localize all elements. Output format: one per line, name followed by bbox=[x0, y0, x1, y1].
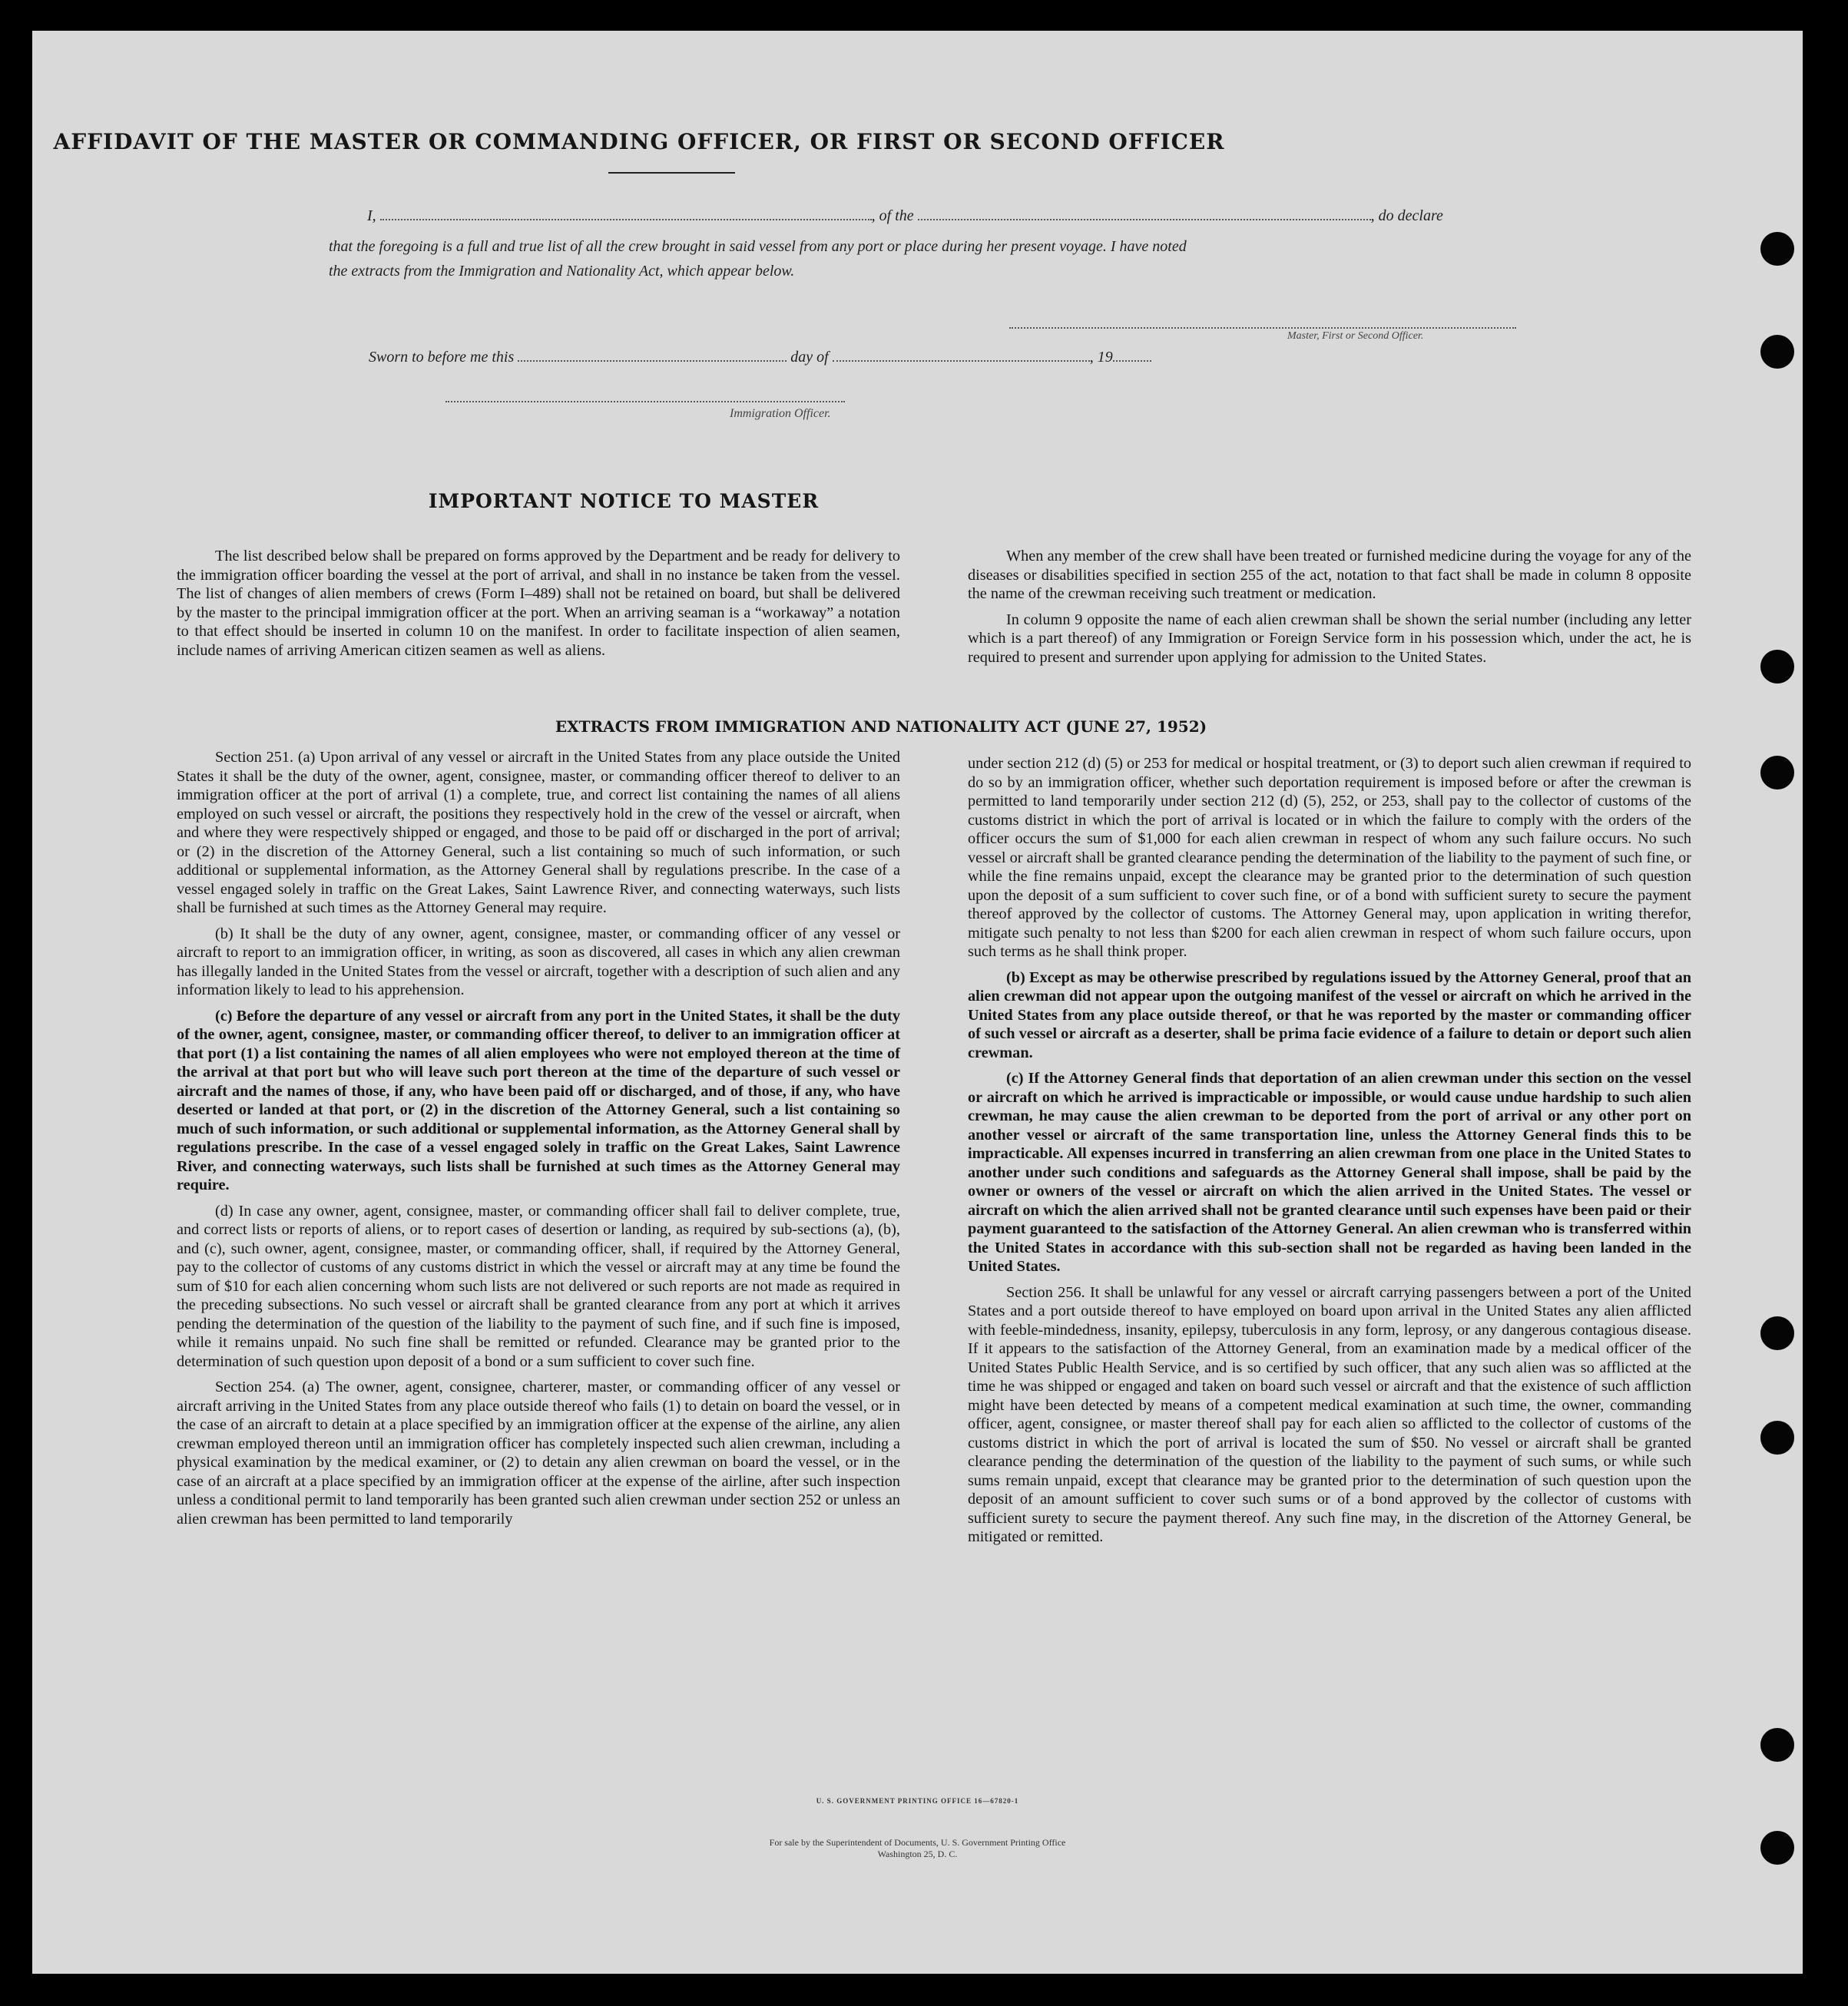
section-254b: (b) Except as may be otherwise prescribed by regulations issued by the Attorney General, proof that an alien crewman did not appear upon the outgoing manifest of the vessel or aircraft on which he arrived in the United States from any place outside thereof, or that he was reported by the master or commanding officer of such vessel or aircraft as a deserter, shall be prima facie evidence of a failure to detain or deport such alien crewman. bbox=[968, 968, 1691, 1061]
notice-paragraph: The list described below shall be prepared on forms approved by the Department and be ready for delivery to the immigration officer boarding the vessel at the port of arrival, and shall in no instance be taken from the vessel. The list of changes of alien members of crews (Form I–489) shall not be retained on board, but shall be delivered by the master to the principal immigration officer at the port. When an arriving seaman is a “workaway” a notation to that effect should be inserted in column 10 on the manifest. In order to facilitate inspection of alien seamen, include names of arriving American citizen seamen as well as aliens. bbox=[177, 548, 900, 659]
affidavit-declaration-line bbox=[367, 207, 1550, 225]
section-254c: (c) If the Attorney General finds that deportation of an alien crewman under this section on the vessel or aircraft on which he arrived is impracticable or impossible, or would cause undue hardship to such alien crewman, he may cause the alien crewman to be deported from the port of arrival or any other port on another vessel or aircraft of the same transportation line, unless the Attorney General finds this to be impracticable. All expenses incurred in transferring an alien crewman from one place in the United States to another under such conditions and safeguards as the Attorney General shall impose, shall be paid by the owner or owners of the vessel or aircraft on which the alien arrived in the United States. The vessel or aircraft on which the alien arrived shall not be granted clearance until such expenses have been paid or their payment guaranteed to the satisfaction of the Attorney General. An alien crewman who is transferred within the United States in accordance with this sub-section shall not be regarded as having been landed in the United States. bbox=[968, 1070, 1691, 1275]
master-signature-label: Master, First or Second Officer. bbox=[1287, 330, 1424, 342]
name-blank[interactable] bbox=[380, 208, 872, 220]
section-256: Section 256. It shall be unlawful for any vessel or aircraft carrying passengers between a port of the United States and a port outside thereof to have employed on board upon arrival in the United States any alien afflicted with feeble-mindedness, insanity, epilepsy, tuberculosis in any form, leprosy, or any dangerous contagious disease. If it appears to the satisfaction of the Attorney General, from an examination made by a medical officer of the United States Public Health Service, and is so certified by such officer, that any such alien was so afflicted at the time he was shipped or engaged and taken on board such vessel or aircraft and that the existence of such affliction might have been detected by means of a competent medical examination at such time, the owner, commanding officer, agent, consignee, or master thereof shall pay for each alien so afflicted to the collector of customs of the customs district in which the port of arrival is located the sum of $50. No vessel or aircraft shall be granted clearance pending the determination of the question of the liability to the payment of such sums, or while such sums remain unpaid, except that clearance may be granted prior to the determination of such question upon the deposit of an amount sufficient to cover such sums or of a bond approved by the collector of customs with sufficient surety to secure the payment thereof. Any such fine may, in the discretion of the Attorney General, be mitigated or remitted. bbox=[968, 1283, 1691, 1545]
year-label: , 19 bbox=[1089, 349, 1113, 366]
sworn-day-blank[interactable] bbox=[518, 349, 787, 362]
binder-hole bbox=[1760, 756, 1794, 789]
affidavit-line-2: that the foregoing is a full and true list of all the crew brought in said vessel from any port or place during her present voyage. I have noted bbox=[329, 238, 1187, 255]
binder-hole bbox=[1760, 650, 1794, 684]
officer-signature-label: Immigration Officer. bbox=[730, 407, 831, 420]
sworn-month-blank[interactable] bbox=[833, 349, 1090, 362]
notice-paragraph: When any member of the crew shall have been treated or furnished medicine during the voyage for any of the diseases or disabilities specified in section 255 of the act, notation to that fact shall be made in column 8 opposite the name of the crewman receiving such treatment or medication. bbox=[968, 548, 1691, 602]
sworn-label: Sworn to before me this bbox=[369, 349, 515, 366]
of-the-label: , of the bbox=[871, 207, 914, 224]
title-rule bbox=[608, 172, 735, 174]
officer-signature-line[interactable] bbox=[445, 401, 845, 402]
year-blank[interactable] bbox=[1113, 349, 1151, 362]
day-of-label: day of bbox=[790, 349, 829, 366]
document-page bbox=[32, 31, 1803, 1974]
sale-footer bbox=[32, 1837, 1803, 1860]
affidavit-title: AFFIDAVIT OF THE MASTER OR COMMANDING OFFICER, OR FIRST OR SECOND OFFICER bbox=[53, 129, 1225, 154]
affidavit-line-3: the extracts from the Immigration and Nationality Act, which appear below. bbox=[329, 263, 795, 280]
notice-right-column bbox=[968, 547, 1691, 674]
master-signature-line[interactable] bbox=[1009, 327, 1516, 329]
section-251d: (d) In case any owner, agent, consignee, master, or commanding officer shall fail to deliver complete, true, and correct lists or reports of aliens, or to report cases of desertion or landing, as required by sub-sections (a), (b), and (c), such owner, agent, consignee, master, or commanding officer, shall, if required by the Attorney General, pay to the collector of customs of any customs district in which the vessel or aircraft may at any time be found the sum of $10 for each alien concerning whom such lists are not delivered or such reports are not made as required in the preceding subsections. No such vessel or aircraft shall be granted clearance from any port at which it arrives pending the determination of the question of the liability to the payment of such fine, and if such fine is imposed, while it remains unpaid. No such fine shall be remitted or refunded. Clearance may be granted prior to the determination of such question upon deposit of a bond or a sum sufficient to cover such fine. bbox=[177, 1202, 900, 1370]
vessel-blank[interactable] bbox=[918, 208, 1371, 220]
binder-hole bbox=[1760, 1728, 1794, 1762]
notice-paragraph: In column 9 opposite the name of each alien crewman shall be shown the serial number (including any letter which is a part thereof) of any Immigration or Foreign Service form in his possession which, under the act, he is required to present and surrender upon applying for admission to the United States. bbox=[968, 611, 1691, 666]
notice-title: IMPORTANT NOTICE TO MASTER bbox=[428, 490, 820, 512]
footer-line-1: For sale by the Superintendent of Documents, U. S. Government Printing Office bbox=[769, 1837, 1066, 1848]
binder-hole bbox=[1760, 1421, 1794, 1455]
binder-hole bbox=[1760, 335, 1794, 369]
extracts-title: EXTRACTS FROM IMMIGRATION AND NATIONALITY ACT (JUNE 27, 1952) bbox=[555, 717, 1207, 736]
section-251b: (b) It shall be the duty of any owner, agent, consignee, master, or commanding officer of any vessel or aircraft to report to an immigration officer, in writing, as soon as discovered, all cases in which any alien crewman has illegally landed in the United States from the vessel or aircraft, together with a description of such alien and any information likely to lead to his apprehension. bbox=[177, 925, 900, 998]
notice-left-column bbox=[177, 547, 900, 667]
section-251a: Section 251. (a) Upon arrival of any vessel or aircraft in the United States from any place outside the United States it shall be the duty of the owner, agent, consignee, master, or commanding officer thereof to deliver to an immigration officer at the port of arrival (1) a complete, true, and correct list containing the names of all aliens employed on such vessel or aircraft, the positions they respectively hold in the crew of the vessel or aircraft, when and where they were respectively shipped or engaged, and those to be paid off or discharged in the port of arrival; or (2) in the discretion of the Attorney General, such a list containing so much of such information, or such additional or supplemental information, as the Attorney General shall by regulations prescribe. In the case of a vessel engaged solely in traffic on the Great Lakes, Saint Lawrence River, and connecting waterways, such lists shall be furnished at such times as the Attorney General may require. bbox=[177, 749, 900, 916]
footer-line-2: Washington 25, D. C. bbox=[877, 1849, 958, 1859]
section-254a: Section 254. (a) The owner, agent, consignee, charterer, master, or commanding officer of any vessel or aircraft arriving in the United States from any place outside thereof who fails (1) to detain on board the vessel, or in the case of an aircraft to detain at a place specified by an immigration officer at the expense of the airline, any alien crewman employed thereon until an immigration officer has completely inspected such alien crewman, including a physical examination by the medical examiner, or (2) to detain any alien crewman on board the vessel, or in the case of an aircraft at a place specified by an immigration officer at the expense of the airline, after such inspection unless a conditional permit to land temporarily has been granted such alien crewman under section 252 or unless an alien crewman has been permitted to land temporarily bbox=[177, 1379, 900, 1528]
sworn-line bbox=[369, 349, 1367, 366]
printer-line: U. S. GOVERNMENT PRINTING OFFICE 16—67820-1 bbox=[816, 1797, 1019, 1805]
binder-hole bbox=[1760, 232, 1794, 266]
section-254a-continued: under section 212 (d) (5) or 253 for medical or hospital treatment, or (3) to deport such alien crewman if required to do so by an immigration officer, whether such deportation requirement is imposed before or after the crewman is permitted to land temporarily under section 212 (d) (5), 252, or 253, shall pay to the collector of customs of the customs district in which the port of arrival is located or in which the failure to comply with the orders of the officer occurs the sum of $1,000 for each alien crewman in respect of whom any such failure occurs. No such vessel or aircraft shall be granted clearance pending the determination of the liability to the payment of such fine, or while the fine remains unpaid, except the clearance may be granted prior to the determination of such question upon the deposit of a sum sufficient to cover such fine, or of a bond with sufficient surety to secure the payment thereof approved by the collector of customs. The Attorney General may, upon application in writing therefor, mitigate such penalty to not less than $200 for each alien crewman in respect of whom such failure occurs, upon such terms as he shall think proper. bbox=[968, 755, 1691, 960]
i-label: I, bbox=[367, 207, 376, 224]
extracts-right-column bbox=[968, 754, 1691, 1554]
extracts-left-column bbox=[177, 748, 900, 1535]
do-declare-label: , do declare bbox=[1370, 207, 1443, 224]
section-251c: (c) Before the departure of any vessel or aircraft from any port in the United States, it shall be the duty of the owner, agent, consignee, master, or commanding officer thereof, to deliver to an immigration officer at that port (1) a list containing the names of all alien employees who were not employed thereon at the time of the arrival at that port but who will leave such port thereon at the time of the departure of such vessel or aircraft and the names of those, if any, who have been paid off or discharged, and of those, if any, who have deserted or landed at that port, or (2) in the discretion of the Attorney General, such a list containing so much of such information, or such additional or supplemental information, as the Attorney General shall by regulations prescribe. In the case of a vessel engaged solely in traffic on the Great Lakes, Saint Lawrence River, and connecting waterways, such lists shall be furnished at such times as the Attorney General may require. bbox=[177, 1007, 900, 1193]
binder-hole bbox=[1760, 1316, 1794, 1350]
